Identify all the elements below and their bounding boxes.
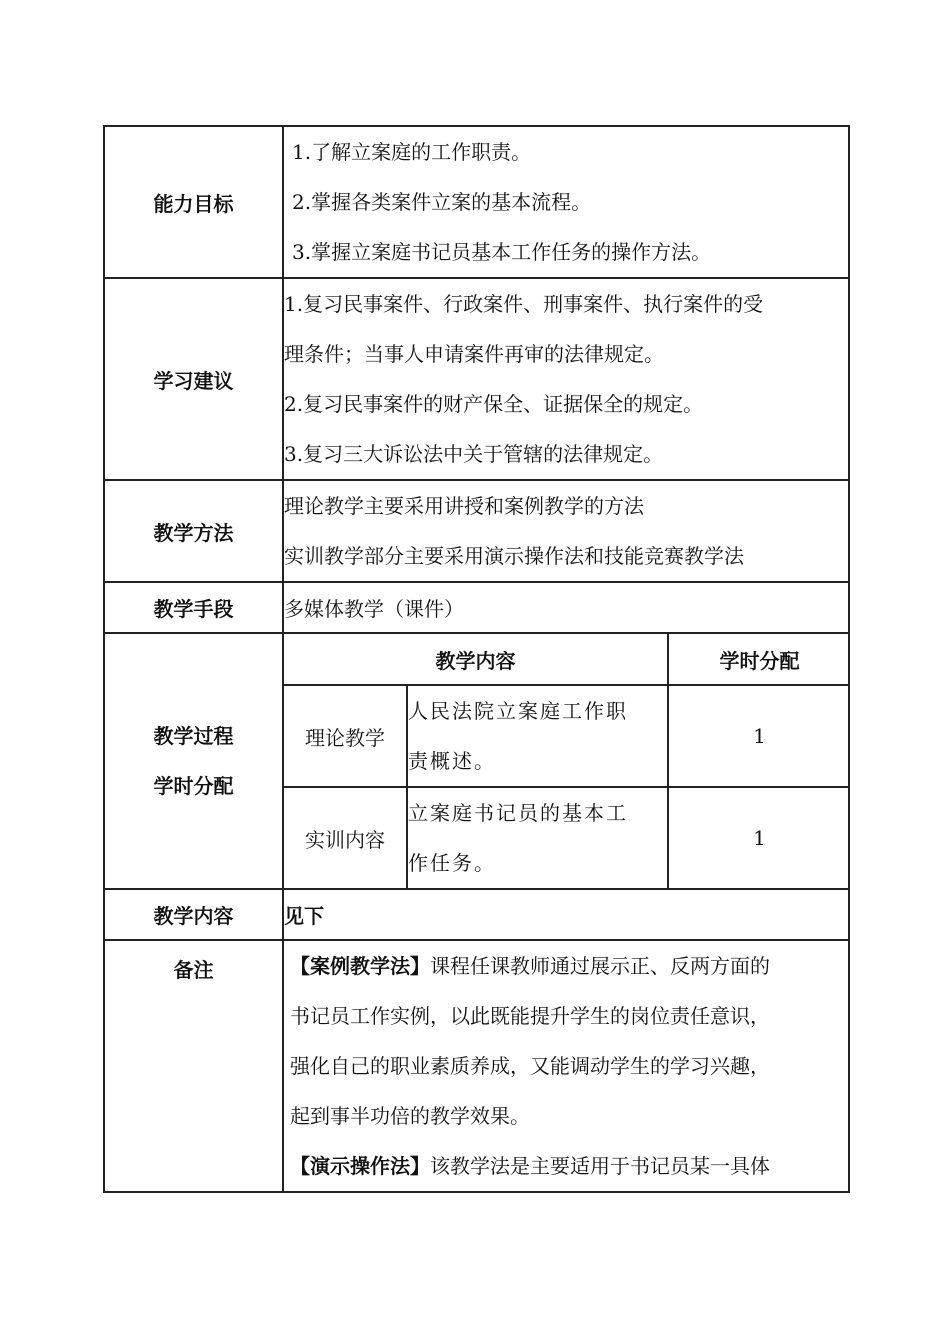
study-advice-row bbox=[104, 278, 849, 480]
study-advice-line-3: 2.复习民事案件的财产保全、证据保全的规定。 bbox=[284, 392, 704, 416]
hours-row-desc-line-1: 人民法院立案庭工作职 bbox=[408, 699, 628, 723]
study-advice-label: 学习建议 bbox=[104, 278, 283, 480]
study-advice-line-2: 理条件；当事人申请案件再审的法律规定。 bbox=[284, 342, 664, 366]
hours-row-desc-line-2: 责概述。 bbox=[408, 749, 496, 773]
remark-label-text: 备注 bbox=[173, 958, 214, 982]
process-label-line-1: 教学过程 bbox=[153, 724, 234, 748]
teaching-content-row bbox=[104, 889, 849, 940]
remark-p2-line-1 bbox=[290, 1141, 844, 1191]
hours-row-theory bbox=[284, 685, 850, 787]
ability-goal-line-2: 2.掌握各类案件立案的基本流程。 bbox=[292, 190, 592, 214]
remark-p2-text: 该教学法是主要适用于书记员某一具体 bbox=[430, 1154, 770, 1178]
study-advice-content bbox=[283, 278, 849, 480]
header-teaching-content: 教学内容 bbox=[284, 634, 668, 685]
process-hours-cell bbox=[283, 633, 849, 889]
teaching-method-label: 教学方法 bbox=[104, 480, 283, 582]
remark-p1-heading: 【案例教学法】 bbox=[290, 954, 430, 978]
ability-goal-label: 能力目标 bbox=[104, 126, 283, 278]
ability-goal-content bbox=[283, 126, 849, 278]
hours-row-desc-line-2: 作任务。 bbox=[408, 851, 496, 875]
hours-row-type: 实训内容 bbox=[284, 787, 407, 888]
study-advice-line-4: 3.复习三大诉讼法中关于管辖的法律规定。 bbox=[284, 442, 664, 466]
process-hours-row bbox=[104, 633, 849, 889]
teaching-method-line-1: 理论教学主要采用讲授和案例教学的方法 bbox=[284, 494, 644, 518]
header-hours: 学时分配 bbox=[668, 634, 850, 685]
remark-row bbox=[104, 940, 849, 1192]
teaching-plan-table bbox=[103, 125, 850, 1193]
hours-row-desc bbox=[407, 685, 668, 787]
hours-row-desc bbox=[407, 787, 668, 888]
remark-content bbox=[283, 940, 849, 1192]
hours-row-value: 1 bbox=[668, 787, 850, 888]
remark-p1-text: 课程任课教师通过展示正、反两方面的 bbox=[430, 954, 770, 978]
teaching-means-label: 教学手段 bbox=[104, 582, 283, 633]
hours-row-type: 理论教学 bbox=[284, 685, 407, 787]
remark-label bbox=[104, 940, 283, 1192]
remark-p1-line-4: 起到事半功倍的教学效果。 bbox=[290, 1104, 530, 1128]
remark-p1-line-3: 强化自己的职业素质养成，又能调动学生的学习兴趣， bbox=[290, 1054, 770, 1078]
teaching-content-value: 见下 bbox=[283, 889, 849, 940]
remark-p2-heading: 【演示操作法】 bbox=[290, 1154, 430, 1178]
study-advice-line-1: 1.复习民事案件、行政案件、刑事案件、执行案件的受 bbox=[284, 292, 764, 316]
teaching-method-content bbox=[283, 480, 849, 582]
hours-header-row bbox=[284, 634, 850, 685]
process-label-line-2: 学时分配 bbox=[153, 774, 234, 798]
ability-goal-row bbox=[104, 126, 849, 278]
teaching-means-row bbox=[104, 582, 849, 633]
teaching-method-row bbox=[104, 480, 849, 582]
hours-allocation-table bbox=[284, 634, 850, 888]
hours-row-practice bbox=[284, 787, 850, 888]
ability-goal-line-1: 1.了解立案庭的工作职责。 bbox=[292, 140, 532, 164]
remark-p1-line-2: 书记员工作实例，以此既能提升学生的岗位责任意识， bbox=[290, 1004, 770, 1028]
hours-row-desc-line-1: 立案庭书记员的基本工 bbox=[408, 801, 628, 825]
ability-goal-line-3: 3.掌握立案庭书记员基本工作任务的操作方法。 bbox=[292, 240, 712, 264]
remark-p1-line-1 bbox=[290, 941, 844, 991]
process-hours-label bbox=[104, 633, 283, 889]
hours-row-value: 1 bbox=[668, 685, 850, 787]
teaching-content-label: 教学内容 bbox=[104, 889, 283, 940]
teaching-method-line-2: 实训教学部分主要采用演示操作法和技能竞赛教学法 bbox=[284, 544, 744, 568]
teaching-means-value: 多媒体教学（课件） bbox=[283, 582, 849, 633]
